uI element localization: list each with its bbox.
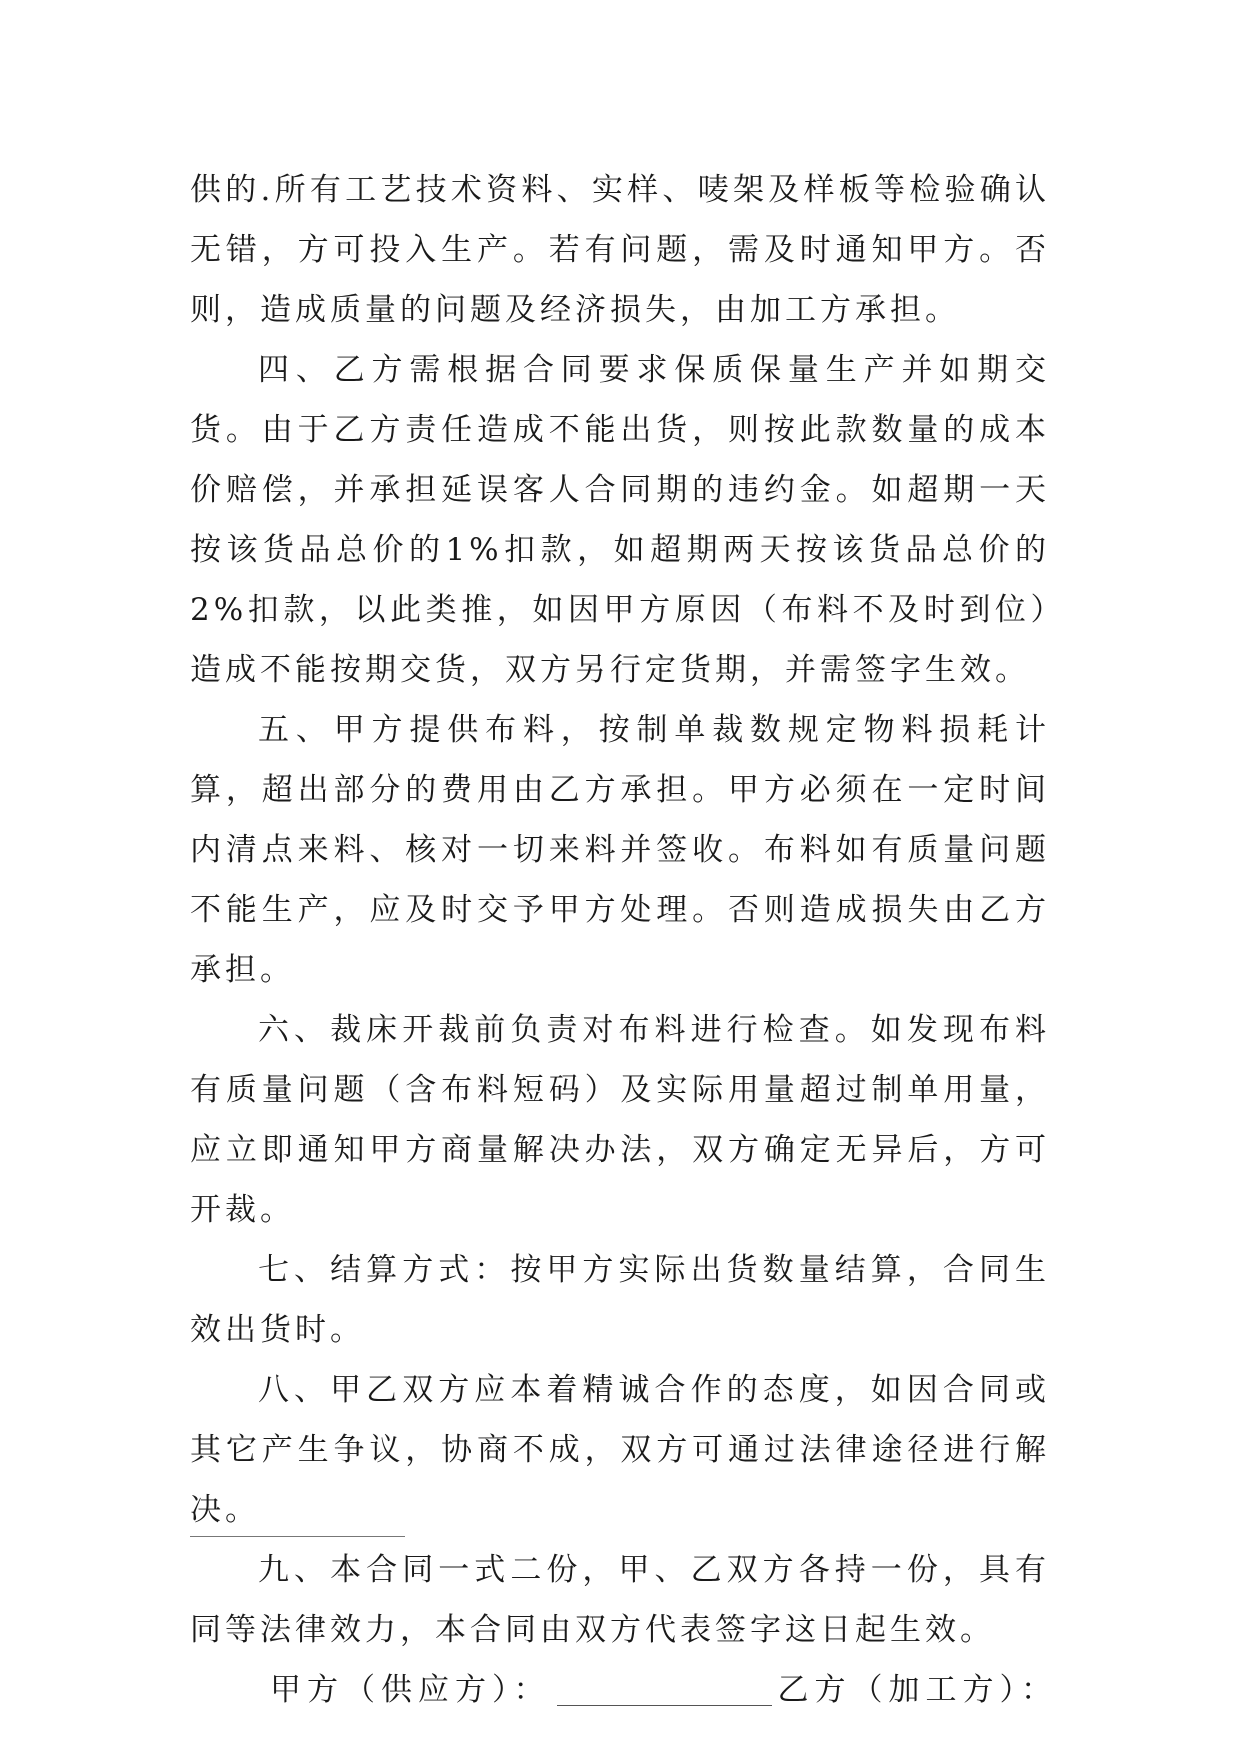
party-b-label: 乙方（加工方）： — [777, 1672, 1058, 1708]
clause-7: 七、结算方式：按甲方实际出货数量结算，合同生效出货时。 — [190, 1252, 1050, 1348]
party-a-signature-line — [557, 1675, 772, 1706]
clause-5: 五、甲方提供布料，按制单裁数规定物料损耗计算，超出部分的费用由乙方承担。甲方必须在一定时间内清点来料、核对一切来料并签收。布料如有质量问题不能生产，应及时交予甲方处理。否则造成损失由乙方承担。 — [190, 712, 1050, 988]
clause-4: 四、乙方需根据合同要求保质保量生产并如期交货。由于乙方责任造成不能出货，则按此款数量的成本价赔偿，并承担延误客人合同期的违约金。如超期一天按该货品总价的1%扣款，如超期两天按该货品总价的 2%扣款，以此类推，如因甲方原因（布料不及时到位）造成不能按期交货，双方另行定货期，并需签字生效。 — [190, 352, 1050, 688]
party-b-signature-line — [190, 1536, 405, 1537]
clause-8: 八、甲乙双方应本着精诚合作的态度，如因合同或其它产生争议，协商不成，双方可通过法律途径进行解决。 — [190, 1372, 1050, 1528]
party-a-label: 甲方（供应方）： — [270, 1672, 551, 1708]
signature-row — [190, 1660, 1058, 1720]
clause-6: 六、裁床开裁前负责对布料进行检查。如发现布料有质量问题（含布料短码）及实际用量超过制单用量，应立即通知甲方商量解决办法，双方确定无异后，方可开裁。 — [190, 1012, 1050, 1228]
clause-9: 九、本合同一式二份，甲、乙双方各持一份，具有同等法律效力，本合同由双方代表签字这日起生效。 — [190, 1552, 1050, 1648]
document-body — [190, 160, 1058, 1720]
paragraph-continuation: 供的.所有工艺技术资料、实样、唛架及样板等检验确认无错，方可投入生产。若有问题，需及时通知甲方。否则，造成质量的问题及经济损失，由加工方承担。 — [190, 172, 1050, 328]
